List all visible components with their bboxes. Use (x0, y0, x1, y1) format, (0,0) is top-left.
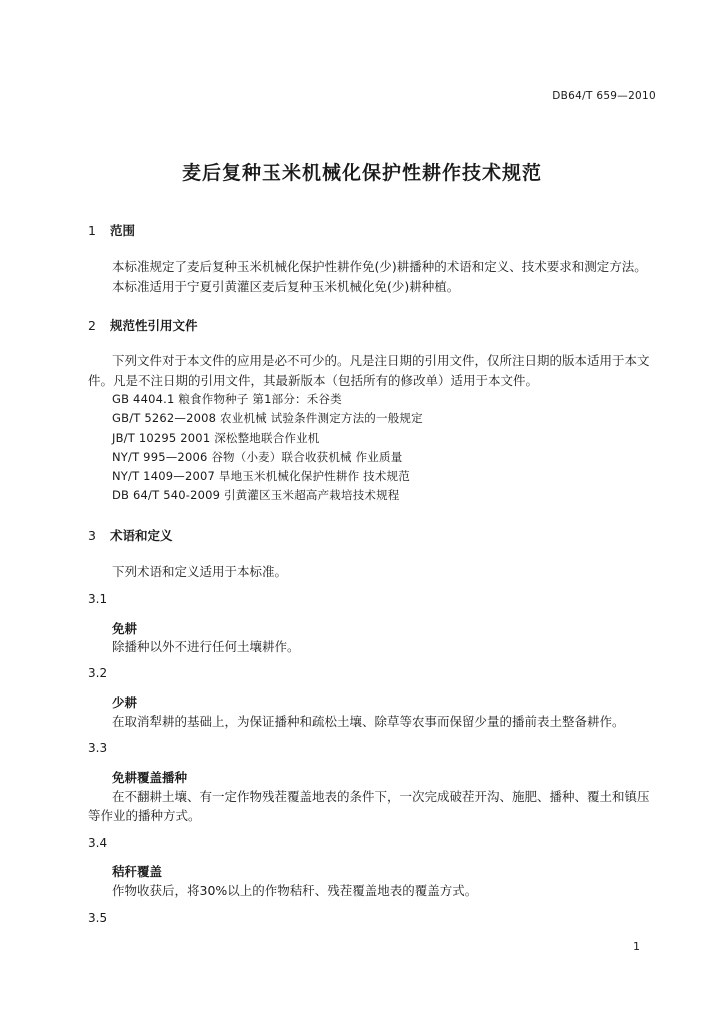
term-definition: 在取消犁耕的基础上，为保证播种和疏松土壤、除草等农事而保留少量的播前表土整备耕作。 (112, 714, 625, 729)
reference-item: GB 4404.1 粮食作物种子 第1部分：禾谷类 (112, 392, 342, 406)
term-definition: 作物收获后，将30%以上的作物秸秆、残茬覆盖地表的覆盖方式。 (112, 883, 478, 898)
reference-item: GB/T 5262—2008 农业机械 试验条件测定方法的一般规定 (112, 411, 423, 425)
reference-item: JB/T 10295 2001 深松整地联合作业机 (112, 431, 320, 445)
term-definition: 在不翻耕土壤、有一定作物残茬覆盖地表的条件下，一次完成破茬开沟、施肥、播种、覆土和镇压 (112, 789, 650, 804)
reference-item: NY/T 995—2006 谷物（小麦）联合收获机械 作业质量 (112, 450, 403, 464)
section-3-number: 3 (88, 528, 96, 543)
section-2-title: 规范性引用文件 (110, 318, 198, 333)
section-2-heading (88, 316, 198, 334)
section-3-intro: 下列术语和定义适用于本标准。 (112, 564, 288, 579)
term-number: 3.1 (88, 592, 108, 606)
term-number: 3.3 (88, 741, 108, 755)
section-2-intro-line-1: 下列文件对于本文件的应用是必不可少的。凡是注日期的引用文件，仅所注日期的版本适用于本文 (112, 353, 650, 368)
section-3-heading (88, 526, 173, 544)
page-number: 1 (633, 940, 640, 953)
reference-item: NY/T 1409—2007 旱地玉米机械化保护性耕作 技术规范 (112, 469, 410, 483)
term-name: 免耕 (112, 621, 138, 636)
section-1-line-1: 本标准规定了麦后复种玉米机械化保护性耕作免(少)耕播种的术语和定义、技术要求和测定方法。 (112, 259, 647, 274)
section-1-number: 1 (88, 223, 96, 238)
section-3-title: 术语和定义 (110, 528, 173, 543)
reference-item: DB 64/T 540-2009 引黄灌区玉米超高产栽培技术规程 (112, 488, 400, 502)
term-name: 秸秆覆盖 (112, 864, 163, 879)
term-name: 免耕覆盖播种 (112, 770, 188, 785)
term-number: 3.5 (88, 911, 108, 925)
term-definition: 除播种以外不进行任何土壤耕作。 (112, 639, 300, 654)
term-number: 3.4 (88, 836, 108, 850)
term-name: 少耕 (112, 695, 138, 710)
document-title: 麦后复种玉米机械化保护性耕作技术规范 (181, 162, 542, 184)
term-number: 3.2 (88, 666, 108, 680)
section-2-number: 2 (88, 318, 96, 333)
section-1-title: 范围 (110, 223, 136, 238)
section-1-line-2: 本标准适用于宁夏引黄灌区麦后复种玉米机械化免(少)耕种植。 (112, 279, 460, 294)
standard-code: DB64/T 659—2010 (552, 90, 656, 102)
section-1-heading (88, 221, 135, 239)
term-definition-continued: 等作业的播种方式。 (88, 808, 201, 823)
section-2-intro-line-2: 件。凡是不注日期的引用文件，其最新版本（包括所有的修改单）适用于本文件。 (88, 373, 539, 388)
